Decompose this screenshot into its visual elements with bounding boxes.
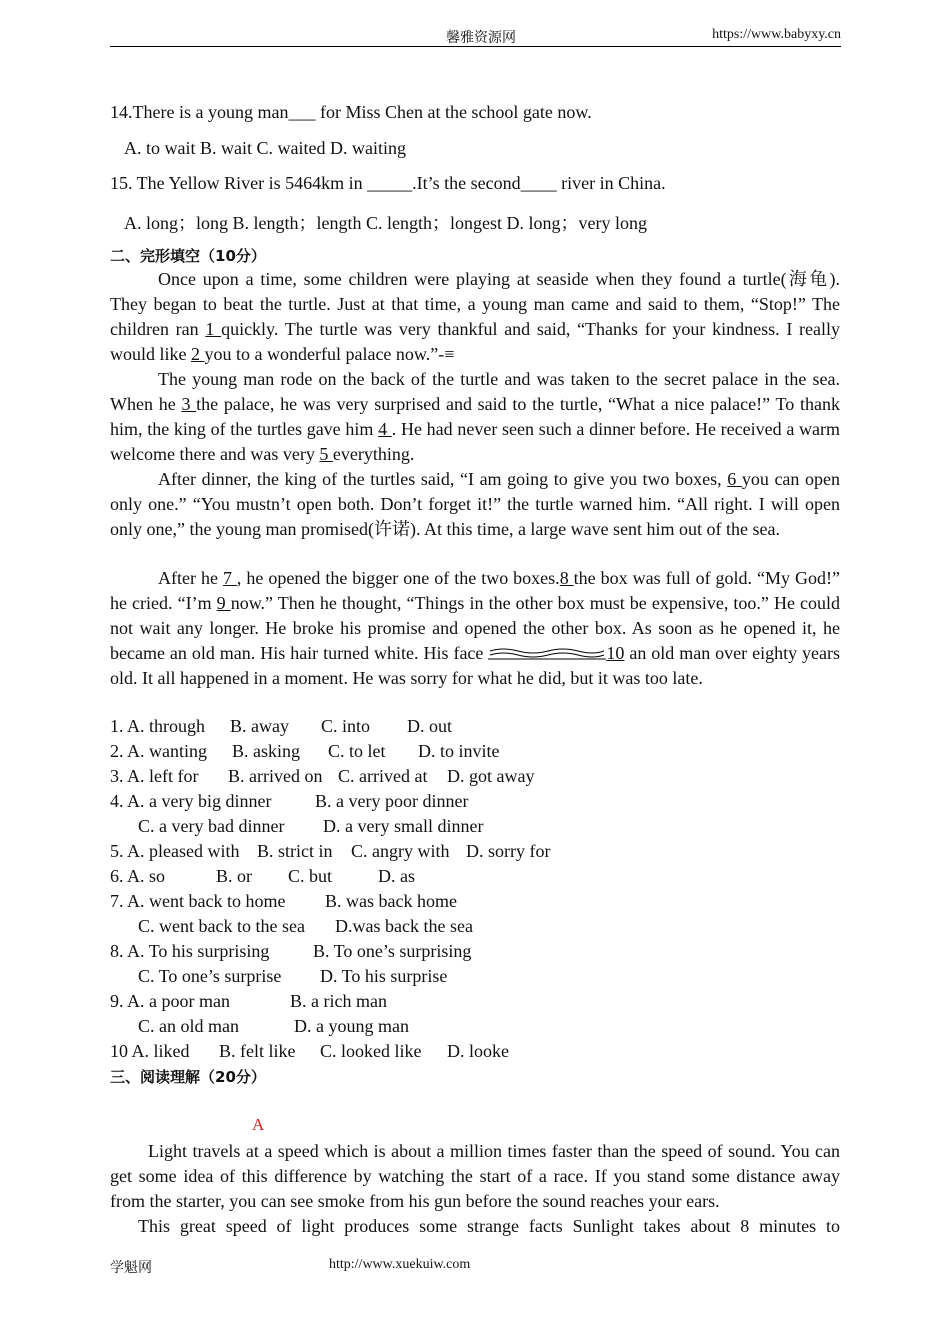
option-row-4a: 4. A. a very big dinner B. a very poor dinner xyxy=(110,791,469,811)
option-row-7b: C. went back to the sea D.was back the sea xyxy=(138,916,473,936)
reading-a-paragraph-2: This great speed of light produces some strange facts Sunlight takes about 8 minutes to xyxy=(138,1216,840,1236)
option-row-6: 6. A. so B. or C. but D. as xyxy=(110,866,415,886)
header-url: https://www.babyxy.cn xyxy=(712,27,841,42)
option-row-5: 5. A. pleased with B. strict in C. angry with D. sorry for xyxy=(110,841,551,861)
q15-options: A. long；long B. length；length C. length；longest D. long；very long xyxy=(124,213,647,233)
blank-1: 1 xyxy=(205,319,222,339)
option-row-8a: 8. A. To his surprising B. To one’s surprising xyxy=(110,941,472,961)
cloze-paragraph-2: The young man rode on the back of the turtle and was taken to the secret palace in the sea. When he 3 the palace, he was very surprised and said to the turtle, “What a nice palace!” To thank him, the king of the turtles gave him 4 . He had never seen such a dinner before. He received a warm welcome there and was very 5 everything. xyxy=(110,369,841,464)
blank-9: 9 xyxy=(216,593,231,613)
reading-a-paragraph-1: Light travels at a speed which is about a million times faster than the speed of sound. You can get some idea of this difference by watching the start of a race. If you stand some distance away from the starter, you can see smoke from his gun before the sound reaches your ears. xyxy=(110,1141,840,1211)
blank-5: 5 xyxy=(319,444,333,464)
option-row-8b: C. To one’s surprise D. To his surprise xyxy=(138,966,448,986)
option-row-2: 2. A. wanting B. asking C. to let D. to invite xyxy=(110,741,500,761)
blank-8: 8 xyxy=(559,568,574,588)
q15-stem: 15. The Yellow River is 5464km in _____.It’s the second____ river in China. xyxy=(110,173,666,193)
option-row-9a: 9. A. a poor man B. a rich man xyxy=(110,991,387,1011)
blank-10: 10 xyxy=(606,643,625,663)
footer-site-name: 学魁网 xyxy=(110,1261,152,1276)
option-row-7a: 7. A. went back to home B. was back home xyxy=(110,891,457,911)
option-row-4b: C. a very bad dinner D. a very small dinner xyxy=(138,816,484,836)
q14-stem: 14.There is a young man___ for Miss Chen at the school gate now. xyxy=(110,102,592,122)
passage-a-label: A xyxy=(252,1115,265,1134)
cloze-paragraph-1: Once upon a time, some children were playing at seaside when they found a turtle(海龟). They began to beat the turtle. Just at that time, a young man came and said to them, “Stop!” The children ran 1 quickly. The turtle was very thankful and said, “Thanks for your kindness. I really would like 2 you to a wonderful palace now.”-≡ xyxy=(110,269,840,364)
option-row-1: 1. A. through B. away C. into D. out xyxy=(110,716,452,736)
wavy-underline-icon xyxy=(488,644,606,662)
option-row-9b: C. an old man D. a young man xyxy=(138,1016,409,1036)
blank-7: 7 xyxy=(222,568,237,588)
section-3-title: 三、阅读理解（20分） xyxy=(110,1068,266,1086)
section-2-title: 二、完形填空（10分） xyxy=(110,247,266,265)
cloze-paragraph-3: After dinner, the king of the turtles said, “I am going to give you two boxes, 6 you can open only one.” “You mustn’t open both. Don’t forget it!” the turtle warned him. “All right. I will open only one,” the young man promised(许诺). At this time, a large wave sent him out of the sea. xyxy=(110,469,841,539)
blank-4: 4 xyxy=(378,419,392,439)
footer-url: http://www.xuekuiw.com xyxy=(329,1257,471,1272)
q14-options: A. to wait B. wait C. waited D. waiting xyxy=(124,138,406,158)
option-row-3: 3. A. left for B. arrived on C. arrived at D. got away xyxy=(110,766,535,786)
page-header xyxy=(110,26,841,47)
cloze-paragraph-4: After he 7 , he opened the bigger one of the two boxes.8 the box was full of gold. “My God!” he cried. “I’m 9 now.” Then he thought, “Things in the other box must be expensive, too.” He could not wait any longer. He broke his promise and opened the other box. As soon as he opened it, he became an old man. His hair turned white. His face 10 an old man over eighty years old. It all happened in a moment. He was sorry for what he did, but it was too late. xyxy=(110,568,841,688)
option-row-10: 10 A. liked B. felt like C. looked like D. looke xyxy=(110,1041,509,1061)
blank-6: 6 xyxy=(727,469,742,489)
blank-3: 3 xyxy=(181,394,197,414)
header-site-name: 馨雅资源网 xyxy=(446,31,516,46)
blank-2: 2 xyxy=(191,344,205,364)
